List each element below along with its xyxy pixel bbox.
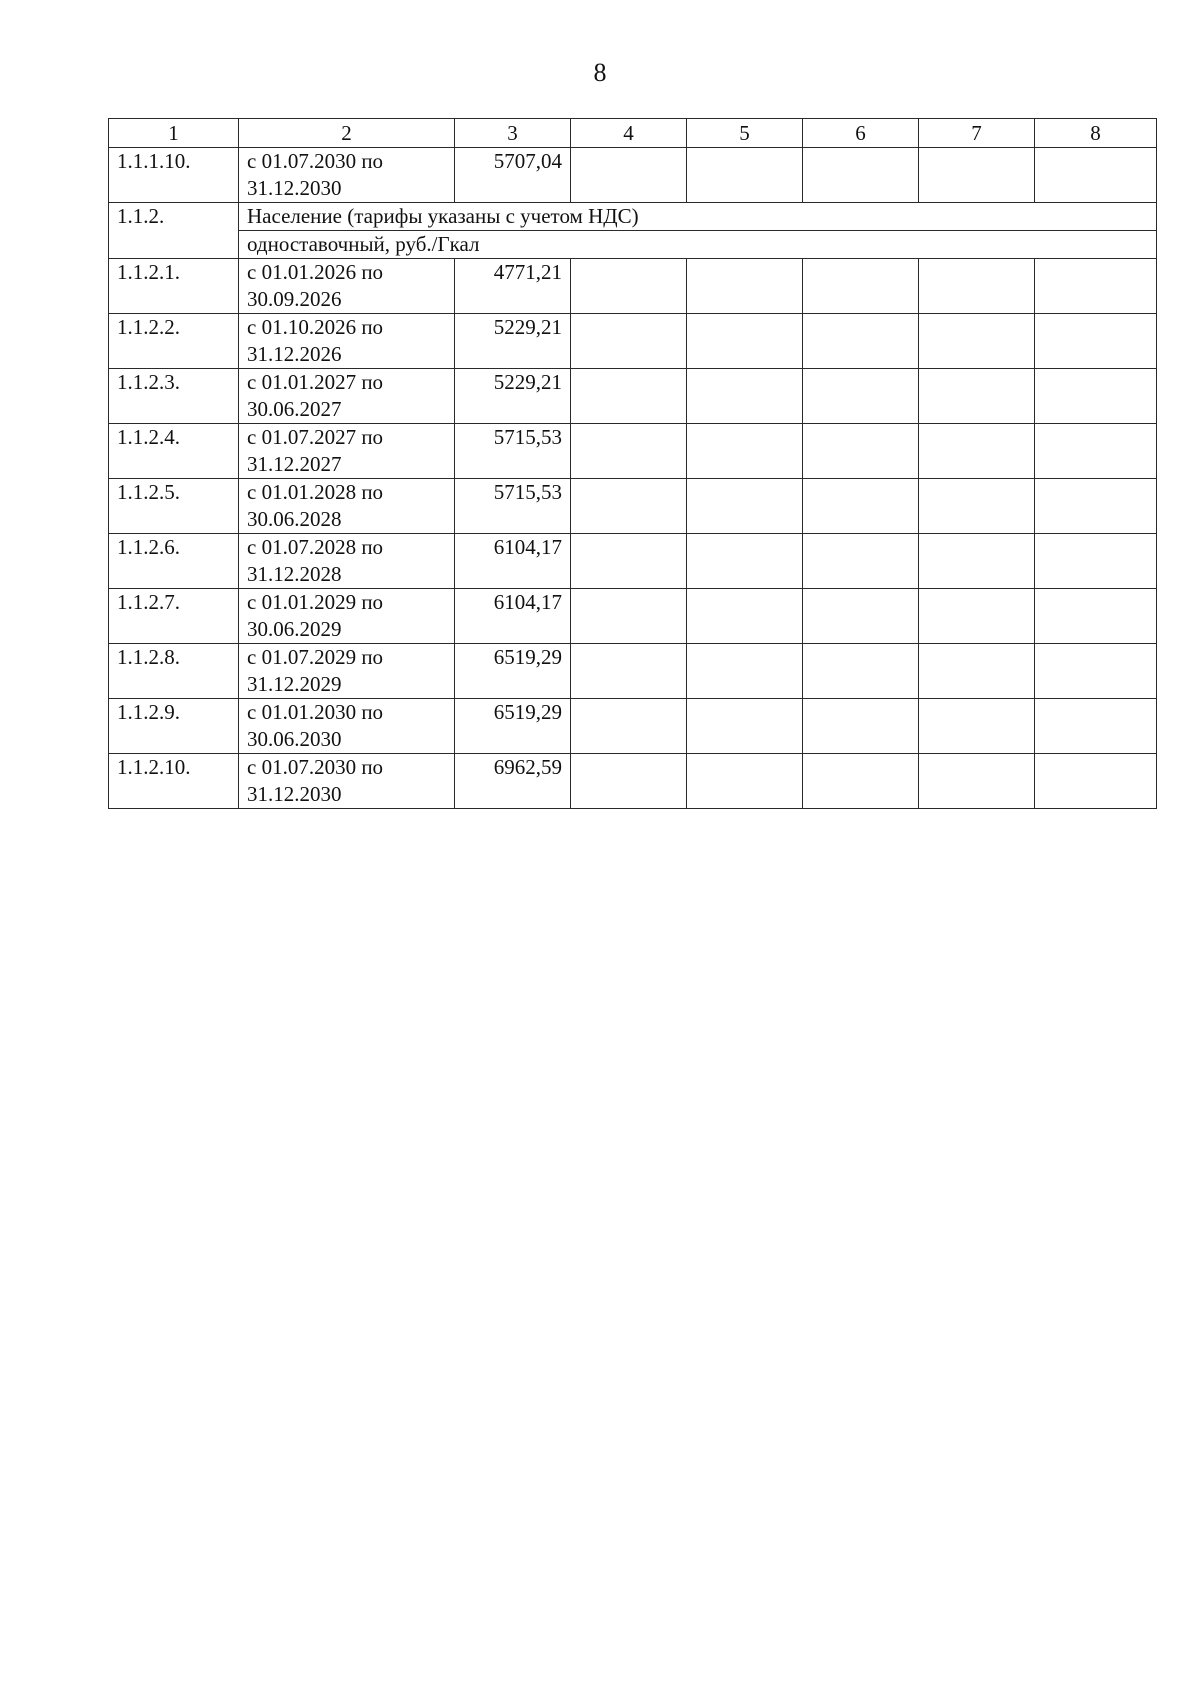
table-row <box>109 314 1157 369</box>
tariff-value: 6104,17 <box>455 589 571 644</box>
section-title: Население (тарифы указаны с учетом НДС) <box>239 203 1157 231</box>
row-number: 1.1.2.10. <box>109 754 239 809</box>
period-cell <box>239 479 455 534</box>
empty-cell <box>803 534 919 589</box>
empty-cell <box>803 644 919 699</box>
empty-cell <box>687 314 803 369</box>
tariff-value: 5229,21 <box>455 314 571 369</box>
tariff-value: 6104,17 <box>455 534 571 589</box>
table-row <box>109 479 1157 534</box>
tariff-value: 6519,29 <box>455 644 571 699</box>
column-number: 2 <box>239 119 455 148</box>
table-row <box>109 754 1157 809</box>
row-number: 1.1.2.6. <box>109 534 239 589</box>
period-end: 31.12.2027 <box>247 452 342 476</box>
empty-cell <box>571 479 687 534</box>
period-cell <box>239 644 455 699</box>
period-end: 30.06.2030 <box>247 727 342 751</box>
period-start: с 01.10.2026 по <box>247 315 384 339</box>
period-start: с 01.01.2028 по <box>247 480 384 504</box>
period-cell <box>239 148 455 203</box>
empty-cell <box>687 369 803 424</box>
table-row <box>109 369 1157 424</box>
row-number: 1.1.2.8. <box>109 644 239 699</box>
empty-cell <box>803 369 919 424</box>
empty-cell <box>1035 589 1157 644</box>
empty-cell <box>571 424 687 479</box>
empty-cell <box>687 534 803 589</box>
period-cell <box>239 754 455 809</box>
empty-cell <box>919 534 1035 589</box>
row-number: 1.1.2.9. <box>109 699 239 754</box>
period-end: 30.06.2027 <box>247 397 342 421</box>
empty-cell <box>571 148 687 203</box>
empty-cell <box>919 314 1035 369</box>
period-cell <box>239 259 455 314</box>
period-end: 31.12.2029 <box>247 672 342 696</box>
row-number: 1.1.1.10. <box>109 148 239 203</box>
empty-cell <box>1035 644 1157 699</box>
empty-cell <box>1035 259 1157 314</box>
row-number: 1.1.2.5. <box>109 479 239 534</box>
column-number: 7 <box>919 119 1035 148</box>
empty-cell <box>803 479 919 534</box>
tariff-value: 6962,59 <box>455 754 571 809</box>
empty-cell <box>1035 424 1157 479</box>
empty-cell <box>571 369 687 424</box>
period-start: с 01.07.2030 по <box>247 149 384 173</box>
table-row <box>109 589 1157 644</box>
empty-cell <box>919 148 1035 203</box>
period-cell <box>239 314 455 369</box>
row-number: 1.1.2.7. <box>109 589 239 644</box>
empty-cell <box>571 314 687 369</box>
column-number: 5 <box>687 119 803 148</box>
section-subtitle: одноставочный, руб./Гкал <box>239 231 1157 259</box>
empty-cell <box>803 589 919 644</box>
period-start: с 01.07.2030 по <box>247 755 384 779</box>
empty-cell <box>919 259 1035 314</box>
empty-cell <box>919 589 1035 644</box>
period-start: с 01.01.2027 по <box>247 370 384 394</box>
empty-cell <box>687 644 803 699</box>
column-number: 8 <box>1035 119 1157 148</box>
period-cell <box>239 589 455 644</box>
empty-cell <box>687 259 803 314</box>
period-end: 31.12.2030 <box>247 176 342 200</box>
section-number: 1.1.2. <box>109 203 239 259</box>
column-number: 3 <box>455 119 571 148</box>
period-start: с 01.07.2027 по <box>247 425 384 449</box>
column-number: 6 <box>803 119 919 148</box>
empty-cell <box>571 699 687 754</box>
section-subtitle-row <box>109 231 1157 259</box>
page-number: 8 <box>593 58 607 87</box>
empty-cell <box>803 148 919 203</box>
tariff-value: 5715,53 <box>455 424 571 479</box>
empty-cell <box>571 754 687 809</box>
empty-cell <box>687 754 803 809</box>
table-row <box>109 644 1157 699</box>
empty-cell <box>803 314 919 369</box>
period-start: с 01.01.2030 по <box>247 700 384 724</box>
period-start: с 01.07.2028 по <box>247 535 384 559</box>
empty-cell <box>1035 479 1157 534</box>
tariff-table-body <box>109 119 1157 809</box>
empty-cell <box>1035 754 1157 809</box>
empty-cell <box>919 699 1035 754</box>
tariff-value: 5707,04 <box>455 148 571 203</box>
row-number: 1.1.2.2. <box>109 314 239 369</box>
period-cell <box>239 369 455 424</box>
empty-cell <box>687 699 803 754</box>
table-row <box>109 424 1157 479</box>
period-cell <box>239 424 455 479</box>
empty-cell <box>803 754 919 809</box>
period-end: 31.12.2030 <box>247 782 342 806</box>
column-number-row <box>109 119 1157 148</box>
table-row <box>109 699 1157 754</box>
tariff-value: 6519,29 <box>455 699 571 754</box>
tariff-value: 4771,21 <box>455 259 571 314</box>
empty-cell <box>803 699 919 754</box>
period-start: с 01.01.2029 по <box>247 590 384 614</box>
empty-cell <box>919 424 1035 479</box>
period-end: 30.06.2028 <box>247 507 342 531</box>
table-row <box>109 148 1157 203</box>
empty-cell <box>919 754 1035 809</box>
empty-cell <box>687 479 803 534</box>
empty-cell <box>687 148 803 203</box>
empty-cell <box>571 259 687 314</box>
tariff-table <box>108 118 1157 809</box>
empty-cell <box>571 589 687 644</box>
period-end: 31.12.2028 <box>247 562 342 586</box>
row-number: 1.1.2.1. <box>109 259 239 314</box>
empty-cell <box>1035 148 1157 203</box>
column-number: 4 <box>571 119 687 148</box>
period-end: 30.09.2026 <box>247 287 342 311</box>
empty-cell <box>803 259 919 314</box>
empty-cell <box>803 424 919 479</box>
period-end: 31.12.2026 <box>247 342 342 366</box>
empty-cell <box>1035 534 1157 589</box>
empty-cell <box>571 534 687 589</box>
empty-cell <box>687 424 803 479</box>
period-start: с 01.01.2026 по <box>247 260 384 284</box>
empty-cell <box>1035 699 1157 754</box>
period-cell <box>239 534 455 589</box>
row-number: 1.1.2.4. <box>109 424 239 479</box>
period-start: с 01.07.2029 по <box>247 645 384 669</box>
period-cell <box>239 699 455 754</box>
row-number: 1.1.2.3. <box>109 369 239 424</box>
empty-cell <box>571 644 687 699</box>
empty-cell <box>919 369 1035 424</box>
empty-cell <box>919 479 1035 534</box>
empty-cell <box>1035 314 1157 369</box>
table-row <box>109 534 1157 589</box>
section-title-row <box>109 203 1157 231</box>
empty-cell <box>1035 369 1157 424</box>
period-end: 30.06.2029 <box>247 617 342 641</box>
table-row <box>109 259 1157 314</box>
tariff-value: 5229,21 <box>455 369 571 424</box>
empty-cell <box>919 644 1035 699</box>
column-number: 1 <box>109 119 239 148</box>
tariff-value: 5715,53 <box>455 479 571 534</box>
empty-cell <box>687 589 803 644</box>
